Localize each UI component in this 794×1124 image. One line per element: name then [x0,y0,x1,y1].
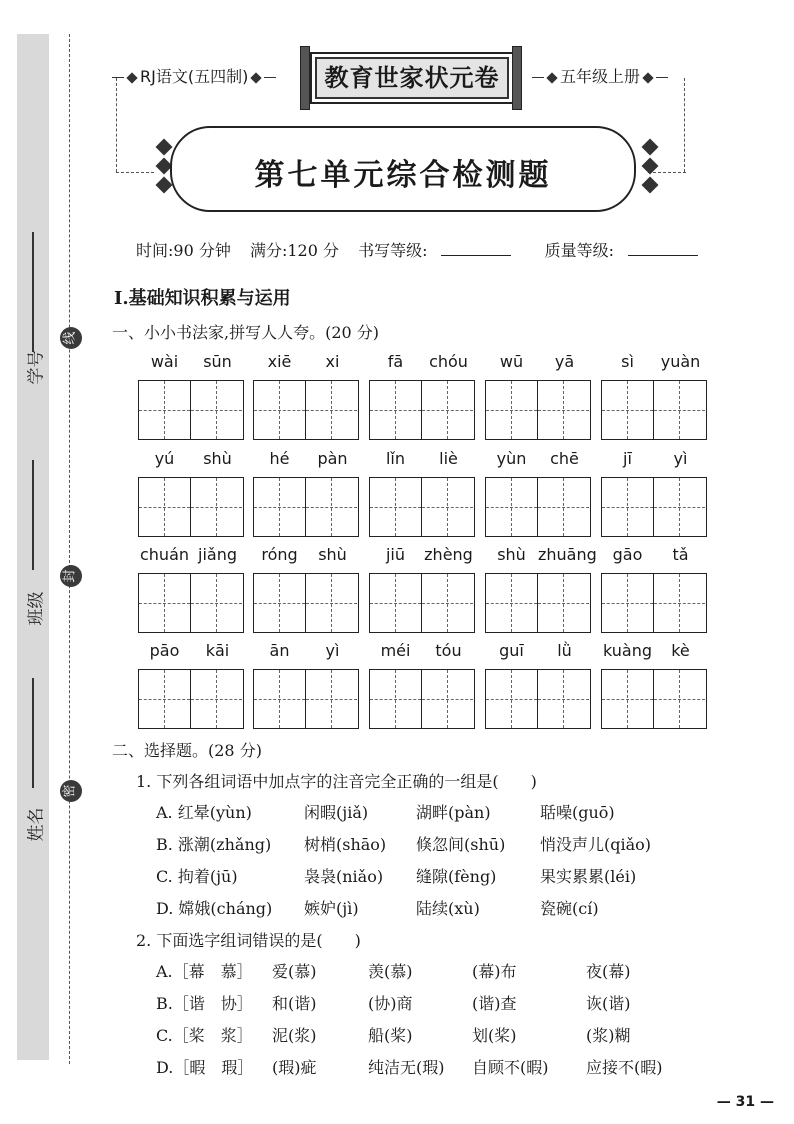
pinyin-syllable: shù [497,545,526,564]
option-item: 嫉妒(jì) [304,899,359,918]
pinyin-syllable: lǐn [385,449,406,468]
option-item: 夜(幕) [586,962,631,981]
pinyin-word-box [253,449,359,537]
pinyin-word-box [369,641,475,729]
pinyin-word-box [369,352,475,440]
pinyin-word-box [485,449,591,537]
pinyin-syllable: zhuāng [538,545,597,564]
name-label: 姓名 [26,807,47,842]
option-label: D. 嫦娥(cháng) [156,899,273,918]
page-number: — 31 — [716,1094,774,1110]
writing-cell[interactable] [421,478,473,536]
option-label: C. 拘着(jū) [156,867,238,886]
writing-cell[interactable] [653,574,705,632]
writing-cell[interactable] [190,381,242,439]
quality-grade-blank[interactable] [628,241,698,256]
writing-cell[interactable] [190,478,242,536]
pinyin-syllable: yú [154,449,175,468]
writing-cell[interactable] [254,381,305,439]
option-label: C.［桨 浆］ [156,1026,253,1045]
option-item: (幕)布 [472,962,517,981]
pinyin-syllable: kuàng [602,641,652,660]
question-2-1: 1. 下列各组词语中加点字的注音完全正确的一组是( ) [136,772,537,791]
score-info: 满分:120 分 [249,241,339,260]
student-no-blank[interactable] [32,232,34,352]
writing-grade-blank[interactable] [441,241,511,256]
writing-cell[interactable] [537,478,589,536]
option-item: 船(桨) [368,1026,413,1045]
writing-cell[interactable] [305,381,357,439]
pinyin-word-box [601,449,707,537]
pinyin-word-box [601,641,707,729]
pinyin-syllable: ān [269,641,290,660]
pinyin-syllable: hé [269,449,290,468]
time-info: 时间:90 分钟 [136,241,231,260]
writing-cell[interactable] [190,574,242,632]
pinyin-syllable: yuàn [660,352,701,371]
writing-cell[interactable] [370,670,421,728]
writing-cell[interactable] [486,574,537,632]
section-heading: Ⅰ.基础知识积累与运用 [114,288,291,309]
writing-cell[interactable] [370,478,421,536]
option-label: A. 红晕(yùn) [156,803,252,822]
pinyin-word-box [253,352,359,440]
writing-cell[interactable] [254,670,305,728]
writing-cell[interactable] [421,574,473,632]
dashed-connector [116,172,154,173]
seal-mark: 封 [60,565,82,587]
dashed-connector [648,172,686,173]
pinyin-syllable: fā [387,352,404,371]
dashed-connector [684,78,685,172]
student-no-label: 学号 [26,350,47,385]
title-frame [170,126,636,212]
question-2-2: 2. 下面选字组词错误的是( ) [136,931,361,950]
writing-cell[interactable] [421,670,473,728]
writing-cell[interactable] [421,381,473,439]
pinyin-syllable: jiū [385,545,406,564]
pinyin-syllable: xi [325,352,340,371]
pinyin-syllable: chē [550,449,579,468]
pinyin-syllable: guī [499,641,524,660]
option-item: 悄没声儿(qiǎo) [540,835,652,854]
writing-cell[interactable] [139,670,190,728]
pinyin-syllable: pāo [149,641,180,660]
writing-cell[interactable] [305,670,357,728]
writing-cell[interactable] [305,574,357,632]
writing-cell[interactable] [486,478,537,536]
writing-cell[interactable] [370,381,421,439]
option-label: D.［暇 瑕］ [156,1058,254,1077]
option-item: 果实累累(léi) [540,867,637,886]
writing-cell[interactable] [602,574,653,632]
pinyin-syllable: yì [673,449,688,468]
pinyin-word-box [138,352,244,440]
pinyin-syllable: pàn [317,449,348,468]
option-item: 袅袅(niǎo) [304,867,384,886]
pinyin-syllable: tóu [435,641,462,660]
dashed-connector [116,78,117,172]
option-item: 瓷碗(cí) [540,899,599,918]
pinyin-syllable: róng [261,545,298,564]
seal-mark: 线 [60,327,82,349]
option-item: (瑕)疵 [272,1058,317,1077]
pinyin-syllable: wài [150,352,179,371]
pinyin-syllable: chuán [139,545,190,564]
pinyin-word-box [138,449,244,537]
pinyin-syllable: yùn [496,449,527,468]
option-item: 纯洁无(瑕) [368,1058,445,1077]
option-item: 泥(浆) [272,1026,317,1045]
pinyin-word-box [138,545,244,633]
option-item: 树梢(shāo) [304,835,387,854]
option-item: 湖畔(pàn) [416,803,491,822]
page-title: 第七单元综合检测题 [254,158,552,193]
writing-cell[interactable] [486,381,537,439]
option-item: 自顾不(暇) [472,1058,549,1077]
pinyin-syllable: sūn [203,352,232,371]
grade-label: 五年级上册 [532,64,668,87]
option-item: (协)商 [368,994,413,1013]
option-item: 爱(慕) [272,962,317,981]
pinyin-syllable: wū [499,352,524,371]
pinyin-syllable: gāo [612,545,643,564]
option-item: 聒噪(guō) [540,803,615,822]
writing-cell[interactable] [139,381,190,439]
pinyin-syllable: jī [623,449,632,468]
writing-cell[interactable] [486,670,537,728]
seal-mark: 密 [60,780,82,802]
pinyin-word-box [601,545,707,633]
diamond-ornament [156,139,173,156]
writing-cell[interactable] [537,670,589,728]
question-2-title: 二、选择题。(28 分) [112,741,262,760]
pinyin-syllable: méi [380,641,411,660]
pinyin-syllable: shù [203,449,232,468]
writing-cell[interactable] [602,670,653,728]
question-1-title: 一、小小书法家,拼写人人夸。(20 分) [112,323,380,342]
pinyin-syllable: kāi [205,641,230,660]
writing-cell[interactable] [653,381,705,439]
pinyin-syllable: zhèng [424,545,473,564]
option-item: 陆续(xù) [416,899,480,918]
pinyin-syllable: chóu [429,352,468,371]
option-item: 和(谐) [272,994,317,1013]
pinyin-syllable: kè [671,641,690,660]
option-label: B. 涨潮(zhǎng) [156,835,272,854]
pinyin-word-box [138,641,244,729]
pinyin-syllable: tǎ [672,545,689,564]
writing-cell[interactable] [190,670,242,728]
option-item: 诙(谐) [586,994,631,1013]
option-item: (谐)查 [472,994,517,1013]
pinyin-word-box [485,352,591,440]
writing-cell[interactable] [254,478,305,536]
option-item: (浆)糊 [586,1026,631,1045]
pinyin-word-box [253,545,359,633]
writing-cell[interactable] [139,574,190,632]
class-label: 班级 [26,591,47,626]
brand-banner [300,46,522,108]
pinyin-word-box [601,352,707,440]
writing-cell[interactable] [254,574,305,632]
pinyin-syllable: jiǎng [198,545,237,564]
option-label: B.［谐 协］ [156,994,253,1013]
writing-cell[interactable] [139,478,190,536]
option-label: A.［幕 慕］ [156,962,253,981]
option-item: 倏忽间(shū) [416,835,506,854]
writing-cell[interactable] [602,381,653,439]
pinyin-word-box [485,545,597,633]
exam-info [136,238,726,261]
diamond-ornament [642,139,659,156]
pinyin-word-box [253,641,359,729]
option-item: 羡(慕) [368,962,413,981]
edition-label: RJ语文(五四制) [112,64,276,87]
pinyin-syllable: sì [621,352,634,371]
pinyin-syllable: liè [439,449,458,468]
pinyin-syllable: shù [318,545,347,564]
quality-grade-label: 质量等级: [544,241,614,260]
option-item: 划(桨) [472,1026,517,1045]
cut-line [69,34,70,1064]
writing-cell[interactable] [602,478,653,536]
option-item: 缝隙(fèng) [416,867,497,886]
writing-cell[interactable] [653,670,705,728]
pinyin-syllable: xiē [267,352,292,371]
name-blank[interactable] [32,678,34,788]
pinyin-syllable: yā [554,352,575,371]
pinyin-syllable: lǜ [557,641,572,660]
writing-cell[interactable] [537,574,589,632]
option-item: 应接不(暇) [586,1058,663,1077]
pinyin-word-box [485,641,591,729]
brand-title: 教育世家状元卷 [310,52,514,104]
writing-cell[interactable] [305,478,357,536]
writing-grade-label: 书写等级: [358,241,428,260]
option-item: 闲暇(jiǎ) [304,803,369,822]
pinyin-word-box [369,545,475,633]
writing-cell[interactable] [370,574,421,632]
pinyin-syllable: yì [325,641,340,660]
writing-cell[interactable] [653,478,705,536]
pinyin-word-box [369,449,475,537]
writing-cell[interactable] [537,381,589,439]
diamond-ornament [642,177,659,194]
class-blank[interactable] [32,460,34,570]
